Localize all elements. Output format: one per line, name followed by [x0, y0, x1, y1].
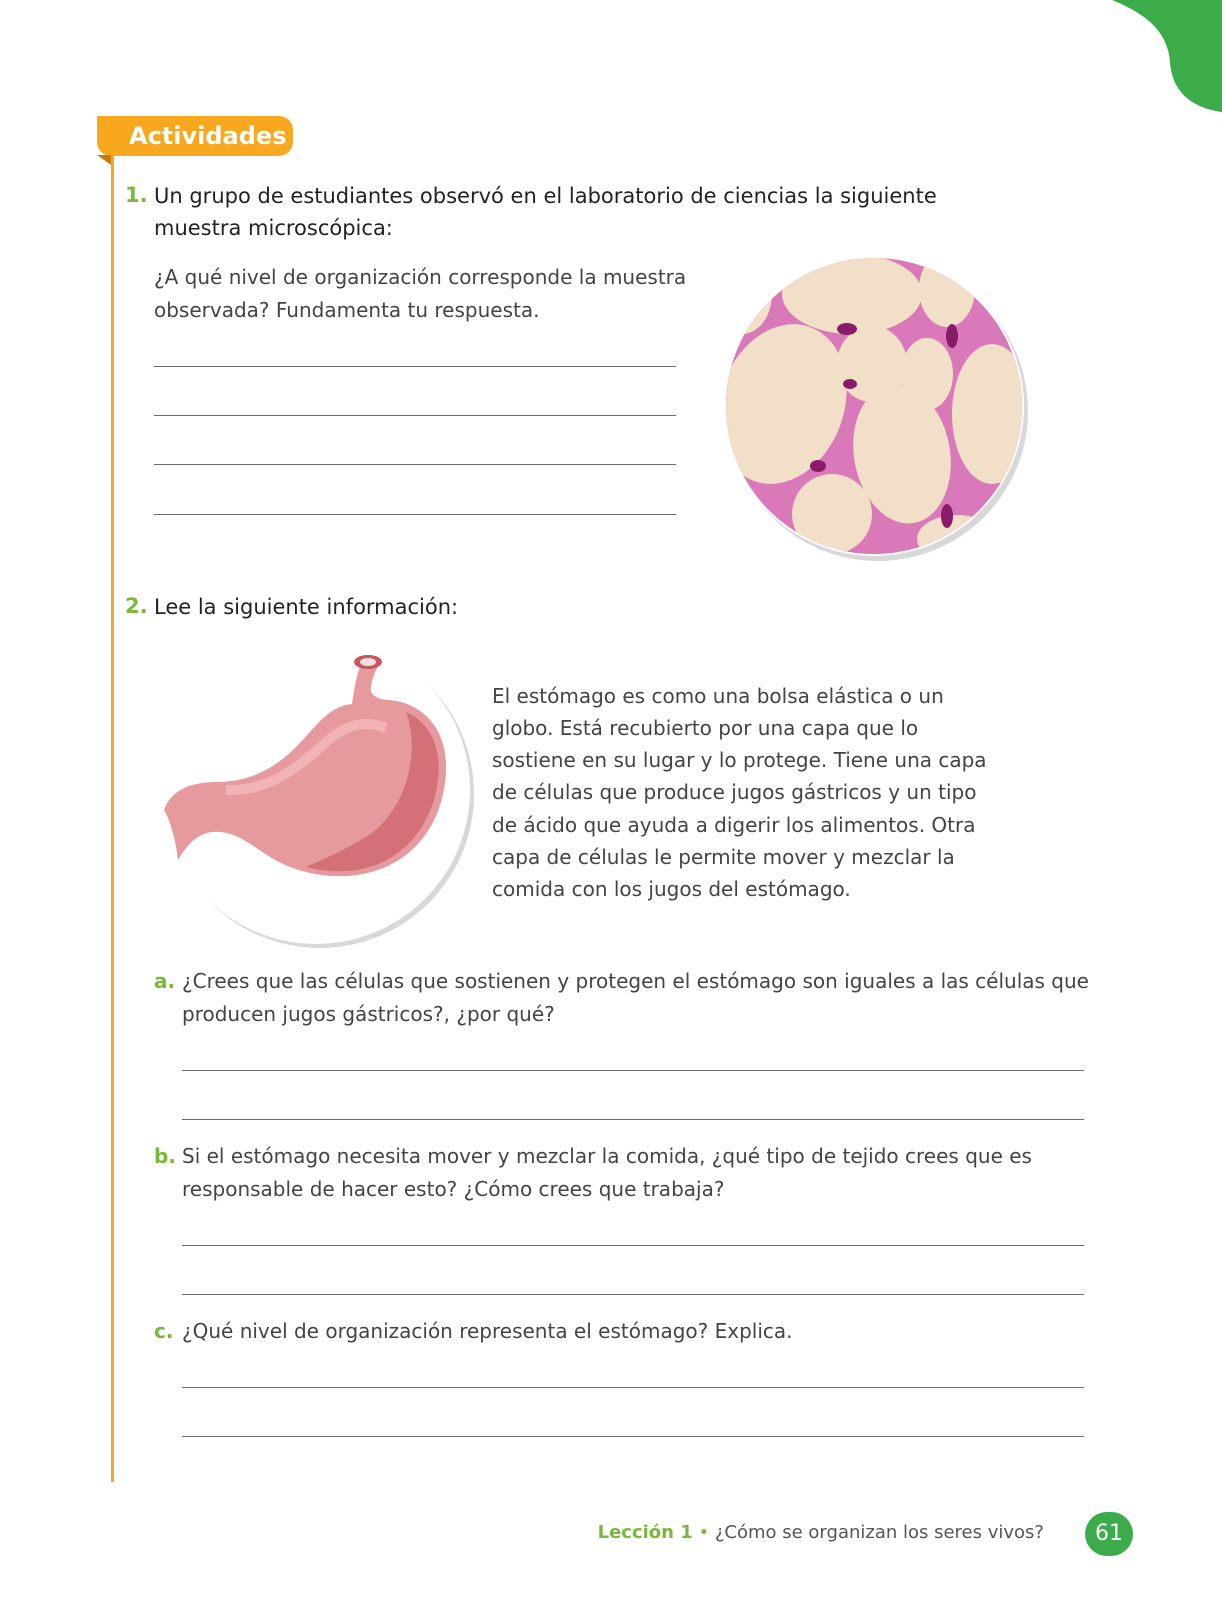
q2c-text-line-1: ¿Qué nivel de organización representa el estómago? Explica.	[182, 1319, 793, 1343]
q2b-text-line-1: Si el estómago necesita mover y mezclar la comida, ¿qué tipo de tejido crees que es	[182, 1144, 1032, 1168]
q2a-answer-line[interactable]	[182, 1070, 1084, 1071]
info-line: capa de células le permite mover y mezclar la	[492, 845, 955, 869]
stomach-illustration	[156, 632, 481, 952]
footer-lesson: Lección 1	[597, 1522, 693, 1543]
page-number: 61	[1085, 1512, 1133, 1556]
info-line: El estómago es como una bolsa elástica o un	[492, 684, 944, 708]
q2a-letter: a.	[154, 969, 176, 993]
section-rule	[111, 156, 114, 1482]
section-tab: Actividades	[97, 116, 293, 156]
q2a-answer-line[interactable]	[182, 1119, 1084, 1120]
info-line: de células que produce jugos gástricos y un tipo	[492, 780, 977, 804]
q2c-answer-line[interactable]	[182, 1436, 1084, 1437]
q1-answer-line[interactable]	[154, 464, 676, 465]
footer-separator: •	[692, 1522, 715, 1543]
q1-title-line-2: muestra microscópica:	[154, 216, 393, 240]
q1-prompt-line-1: ¿A qué nivel de organización corresponde la muestra	[154, 265, 687, 289]
q1-number: 1.	[125, 183, 148, 207]
info-line: comida con los jugos del estómago.	[492, 877, 851, 901]
q2a-text-line-2: producen jugos gástricos?, ¿por qué?	[182, 1002, 555, 1026]
q2-title: Lee la siguiente información:	[154, 595, 459, 619]
q1-prompt-line-2: observada? Fundamenta tu respuesta.	[154, 298, 540, 322]
info-line: de ácido que ayuda a digerir los alimentos. Otra	[492, 813, 976, 837]
q1-answer-line[interactable]	[154, 415, 676, 416]
q2c-letter: c.	[154, 1319, 174, 1343]
q2b-answer-line[interactable]	[182, 1294, 1084, 1295]
q2c-answer-line[interactable]	[182, 1387, 1084, 1388]
page-footer	[598, 1522, 1044, 1543]
q2a-text-line-1: ¿Crees que las células que sostienen y protegen el estómago son iguales a las células que	[182, 969, 1089, 993]
q2b-answer-line[interactable]	[182, 1245, 1084, 1246]
q1-answer-line[interactable]	[154, 514, 676, 515]
q2-number: 2.	[125, 594, 148, 618]
q2b-text-line-2: responsable de hacer esto? ¿Cómo crees que trabaja?	[182, 1177, 725, 1201]
adipose-tissue-micrograph	[722, 254, 1034, 566]
q2b-letter: b.	[154, 1144, 176, 1168]
corner-decoration	[1112, 0, 1222, 115]
info-line: sostiene en su lugar y lo protege. Tiene una capa	[492, 748, 987, 772]
q1-title-line-1: Un grupo de estudiantes observó en el laboratorio de ciencias la siguiente	[154, 184, 937, 208]
info-line: globo. Está recubierto por una capa que lo	[492, 716, 919, 740]
q1-answer-line[interactable]	[154, 366, 676, 367]
tab-fold	[97, 155, 111, 165]
footer-title: ¿Cómo se organizan los seres vivos?	[714, 1522, 1044, 1543]
